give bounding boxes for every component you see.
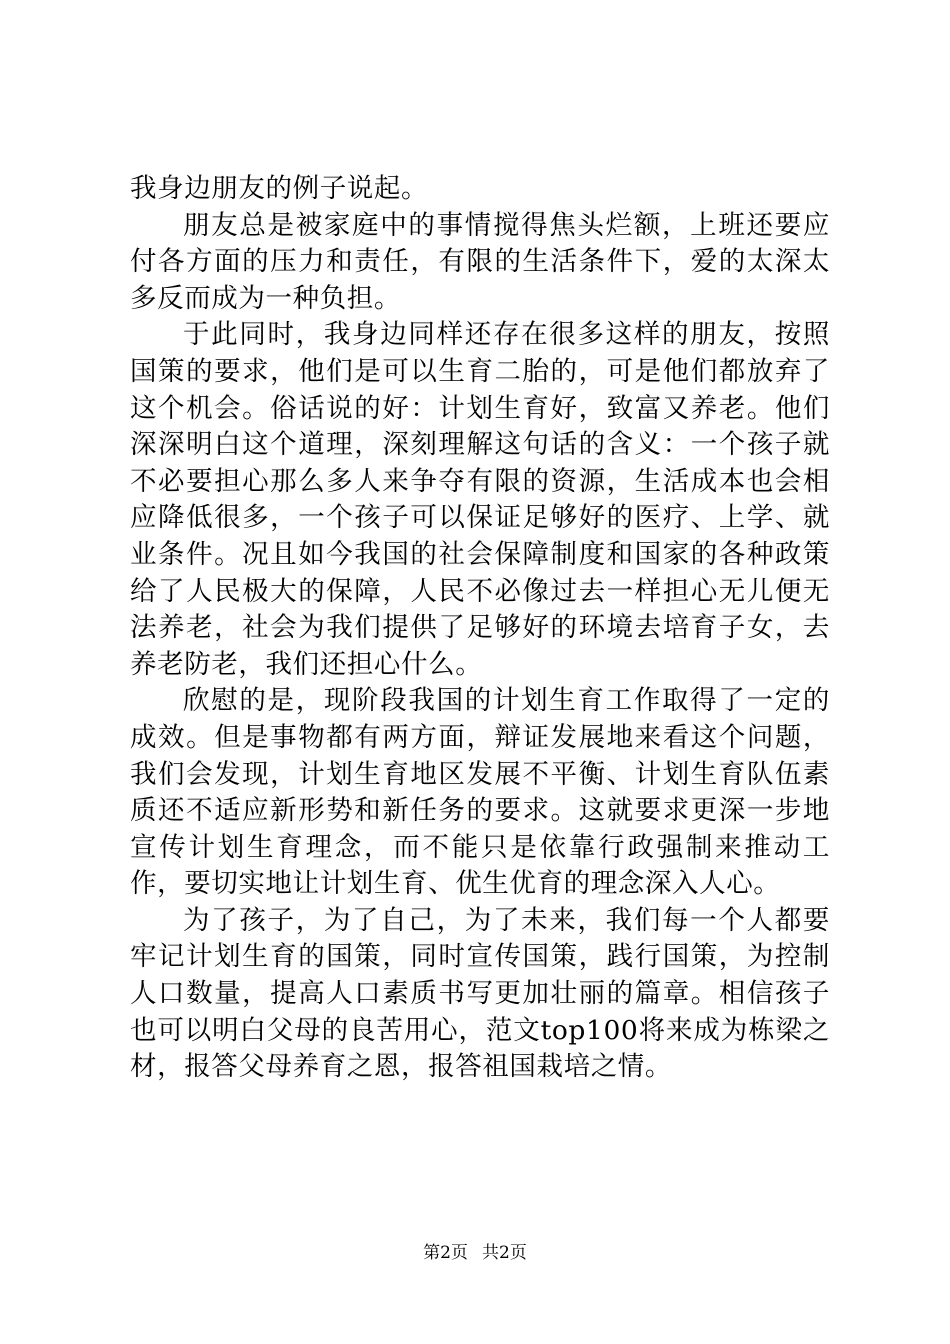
page-total: 共2页 — [482, 1243, 527, 1263]
paragraph: 朋友总是被家庭中的事情搅得焦头烂额，上班还要应付各方面的压力和责任，有限的生活条件下，爱的太深太多反而成为一种负担。 — [130, 209, 830, 314]
paragraph: 为了孩子，为了自己，为了未来，我们每一个人都要牢记计划生育的国策，同时宣传国策，践行国策，为控制人口数量，提高人口素质书写更加壮丽的篇章。相信孩子也可以明白父母的良苦用心，范文top100将来成为栋梁之材，报答父母养育之恩，报答祖国栽培之情。 — [130, 904, 830, 1083]
paragraph-continuation: 我身边朋友的例子说起。 — [130, 173, 429, 204]
paragraph: 于此同时，我身边同样还存在很多这样的朋友，按照国策的要求，他们是可以生育二胎的，可是他们都放弃了这个机会。俗话说的好：计划生育好，致富又养老。他们深深明白这个道理，深刻理解这句话的含义：一个孩子就不必要担心那么多人来争夺有限的资源，生活成本也会相应降低很多，一个孩子可以保证足够好的医疗、上学、就业条件。况且如今我国的社会保障制度和国家的各种政策给了人民极大的保障，人民不必像过去一样担心无儿便无法养老，社会为我们提供了足够好的环境去培育子女，去养老防老，我们还担心什么。 — [130, 319, 830, 680]
document-body — [130, 171, 830, 1086]
page-footer — [0, 1243, 950, 1263]
page-number: 第2页 — [423, 1243, 468, 1263]
paragraph: 欣慰的是，现阶段我国的计划生育工作取得了一定的成效。但是事物都有两方面，辩证发展地来看这个问题，我们会发现，计划生育地区发展不平衡、计划生育队伍素质还不适应新形势和新任务的要求。这就要求更深一步地宣传计划生育理念，而不能只是依靠行政强制来推动工作，要切实地让计划生育、优生优育的理念深入人心。 — [130, 685, 830, 900]
